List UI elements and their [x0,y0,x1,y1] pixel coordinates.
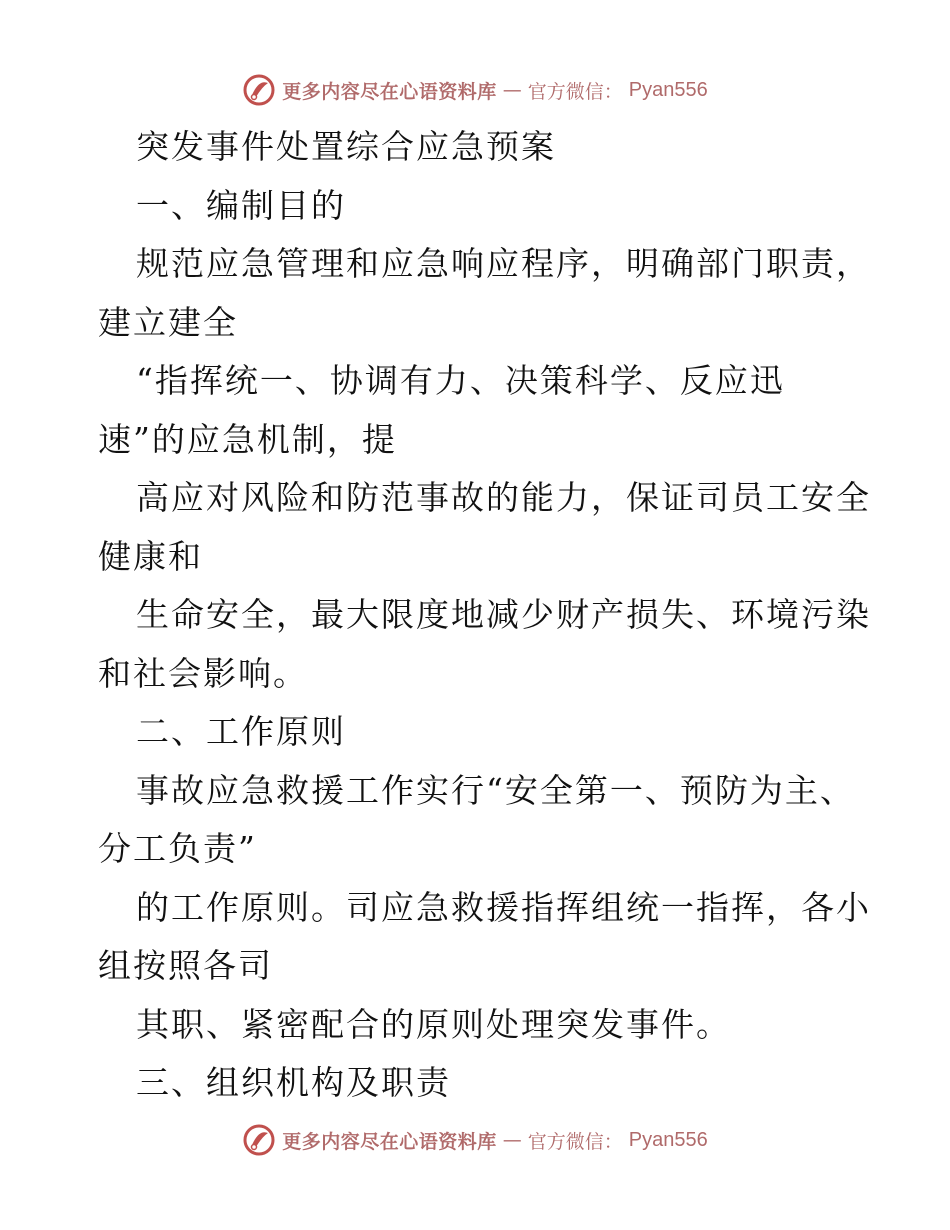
footer-site-text: 更多内容尽在心语资料库 [282,1130,497,1153]
section-heading: 三、组织机构及职责 [136,1063,451,1102]
document-title: 突发事件处置综合应急预案 [136,127,556,166]
header-wechat-id: Pyan556 [628,78,708,101]
footer-banner [0,1118,950,1162]
document-body [98,118,871,1113]
paragraph-line: 组按照各司 [98,946,273,985]
paragraph-line: 高应对风险和防范事故的能力，保证司员工安全 [136,478,871,517]
paragraph-line: 和社会影响。 [98,653,308,693]
paragraph-line: 生命安全，最大限度地减少财产损失、环境污染 [136,595,871,634]
logo-icon [242,73,276,107]
paragraph-line: 事故应急救援工作实行“安全第一、预防为主、 [136,770,855,810]
footer-banner-content [242,1123,708,1157]
footer-separator: — [502,1129,522,1151]
paragraph-line: 的工作原则。司应急救援指挥组统一指挥，各小 [136,887,871,927]
header-wechat-label: 官方微信： [527,80,623,103]
footer-wechat-label: 官方微信： [527,1130,623,1153]
header-site-text: 更多内容尽在心语资料库 [282,80,497,103]
paragraph-line: 分工负责” [98,829,257,868]
header-banner [0,68,950,112]
paragraph-line: 其职、紧密配合的原则处理突发事件。 [136,1004,731,1044]
header-banner-content [242,73,708,107]
header-separator: — [502,79,522,101]
paragraph-line: “指挥统一、协调有力、决策科学、反应迅 [136,361,785,400]
footer-wechat-id: Pyan556 [628,1128,708,1151]
section-heading: 一、编制目的 [136,185,346,225]
paragraph-line: 健康和 [98,536,203,576]
paragraph-line: 建立建全 [98,302,238,342]
paragraph-line: 速”的应急机制，提 [98,419,397,459]
logo-icon [242,1123,276,1157]
paragraph-line: 规范应急管理和应急响应程序，明确部门职责， [136,244,871,283]
section-heading: 二、工作原则 [136,712,346,751]
